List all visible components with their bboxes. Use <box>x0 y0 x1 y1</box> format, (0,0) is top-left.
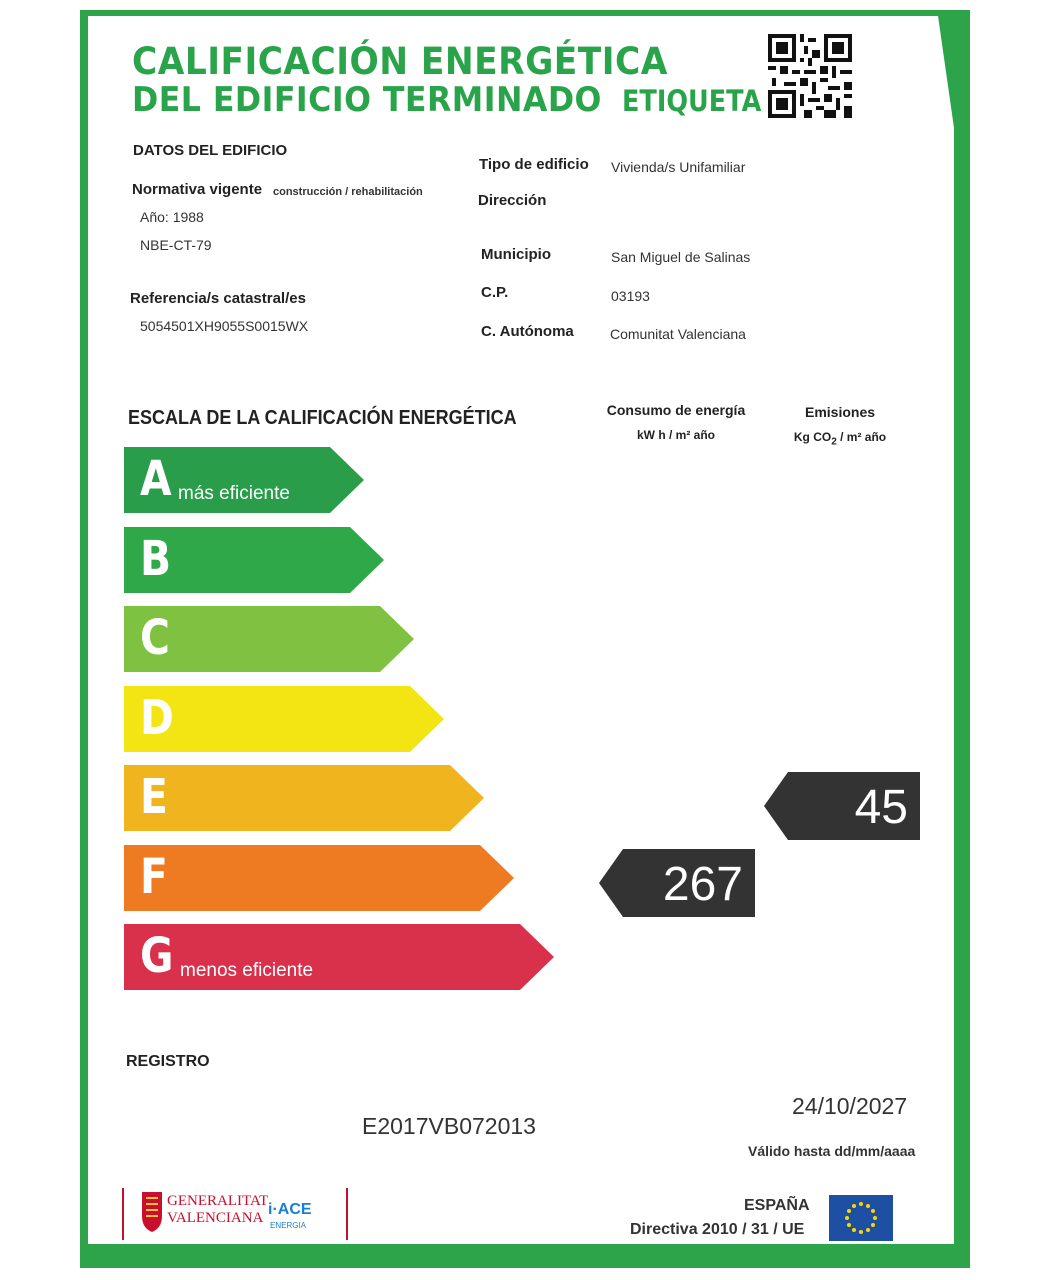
anio-value: Año: 1988 <box>140 209 204 225</box>
cp-label: C.P. <box>481 284 509 301</box>
qr-code-icon <box>768 34 852 118</box>
scale-title: ESCALA DE LA CALIFICACIÓN ENERGÉTICA <box>128 407 517 429</box>
emisiones-unit-suffix: / m² año <box>836 430 887 444</box>
bar-c-letter: C <box>140 610 170 666</box>
bar-d <box>124 686 444 752</box>
bar-g-sub: menos eficiente <box>180 960 314 981</box>
ivace-sub: ENERGIA <box>270 1221 307 1230</box>
normativa-label: Normativa vigente <box>132 181 263 198</box>
bar-b <box>124 527 384 593</box>
title-line-1: CALIFICACIÓN ENERGÉTICA <box>132 40 668 83</box>
bar-d-letter: D <box>140 690 174 746</box>
norma-value: NBE-CT-79 <box>140 237 212 253</box>
gv-shield-icon <box>140 1190 164 1234</box>
consumo-value: 267 <box>662 858 743 911</box>
bar-e-letter: E <box>140 769 168 825</box>
gv-line-1: GENERALITAT <box>167 1193 269 1209</box>
emisiones-header: Emisiones <box>804 404 876 420</box>
bar-g <box>124 924 554 990</box>
datos-section-title: DATOS DEL EDIFICIO <box>133 142 288 159</box>
gv-divider-right <box>346 1188 348 1240</box>
bar-b-letter: B <box>140 531 172 587</box>
bar-g-letter: G <box>140 928 174 984</box>
referencia-label: Referencia/s catastral/es <box>130 290 306 307</box>
consumo-header: Consumo de energía <box>606 402 746 418</box>
cp-value: 03193 <box>611 288 650 304</box>
directiva-label: Directiva 2010 / 31 / UE <box>630 1221 805 1238</box>
direccion-value <box>602 186 874 220</box>
referencia-value: 5054501XH9055S0015WX <box>140 318 309 334</box>
etiqueta-label: ETIQUETA <box>622 84 762 118</box>
emisiones-value: 45 <box>854 781 908 834</box>
gv-logo-text <box>167 1193 268 1227</box>
valid-date: 24/10/2027 <box>792 1093 908 1119</box>
emisiones-badge <box>764 772 920 840</box>
title-line-2: DEL EDIFICIO TERMINADO <box>132 80 602 120</box>
municipio-label: Municipio <box>481 246 551 263</box>
ivace-logo: i·ACE <box>268 1201 312 1218</box>
municipio-value: San Miguel de Salinas <box>611 249 751 265</box>
tipo-label: Tipo de edificio <box>479 156 589 173</box>
gv-line-2: VALENCIANA <box>167 1210 264 1226</box>
emisiones-unit-prefix: Kg CO <box>793 430 832 444</box>
valid-label: Válido hasta dd/mm/aaaa <box>748 1143 916 1159</box>
bar-a <box>124 447 364 513</box>
consumo-unit: kW h / m² año <box>637 428 715 442</box>
gv-divider-left <box>122 1188 124 1240</box>
emisiones-unit <box>782 430 898 447</box>
direccion-label: Dirección <box>478 192 547 209</box>
bar-f-letter: F <box>140 849 168 905</box>
autonoma-value: Comunitat Valenciana <box>610 326 746 342</box>
registro-label: REGISTRO <box>126 1053 210 1070</box>
bar-e <box>124 765 484 831</box>
consumo-badge <box>599 849 755 917</box>
bar-a-letter: A <box>140 451 172 507</box>
bar-f <box>124 845 514 911</box>
emisiones-unit-sub: 2 <box>831 436 837 448</box>
registro-value: E2017VB072013 <box>362 1113 536 1139</box>
normativa-sub: construcción / rehabilitación <box>273 186 423 198</box>
tipo-value: Vivienda/s Unifamiliar <box>611 159 746 175</box>
bar-a-sub: más eficiente <box>178 483 290 504</box>
autonoma-label: C. Autónoma <box>481 323 574 340</box>
eu-flag-icon <box>829 1195 893 1241</box>
bar-c <box>124 606 414 672</box>
country-label: ESPAÑA <box>744 1197 810 1214</box>
